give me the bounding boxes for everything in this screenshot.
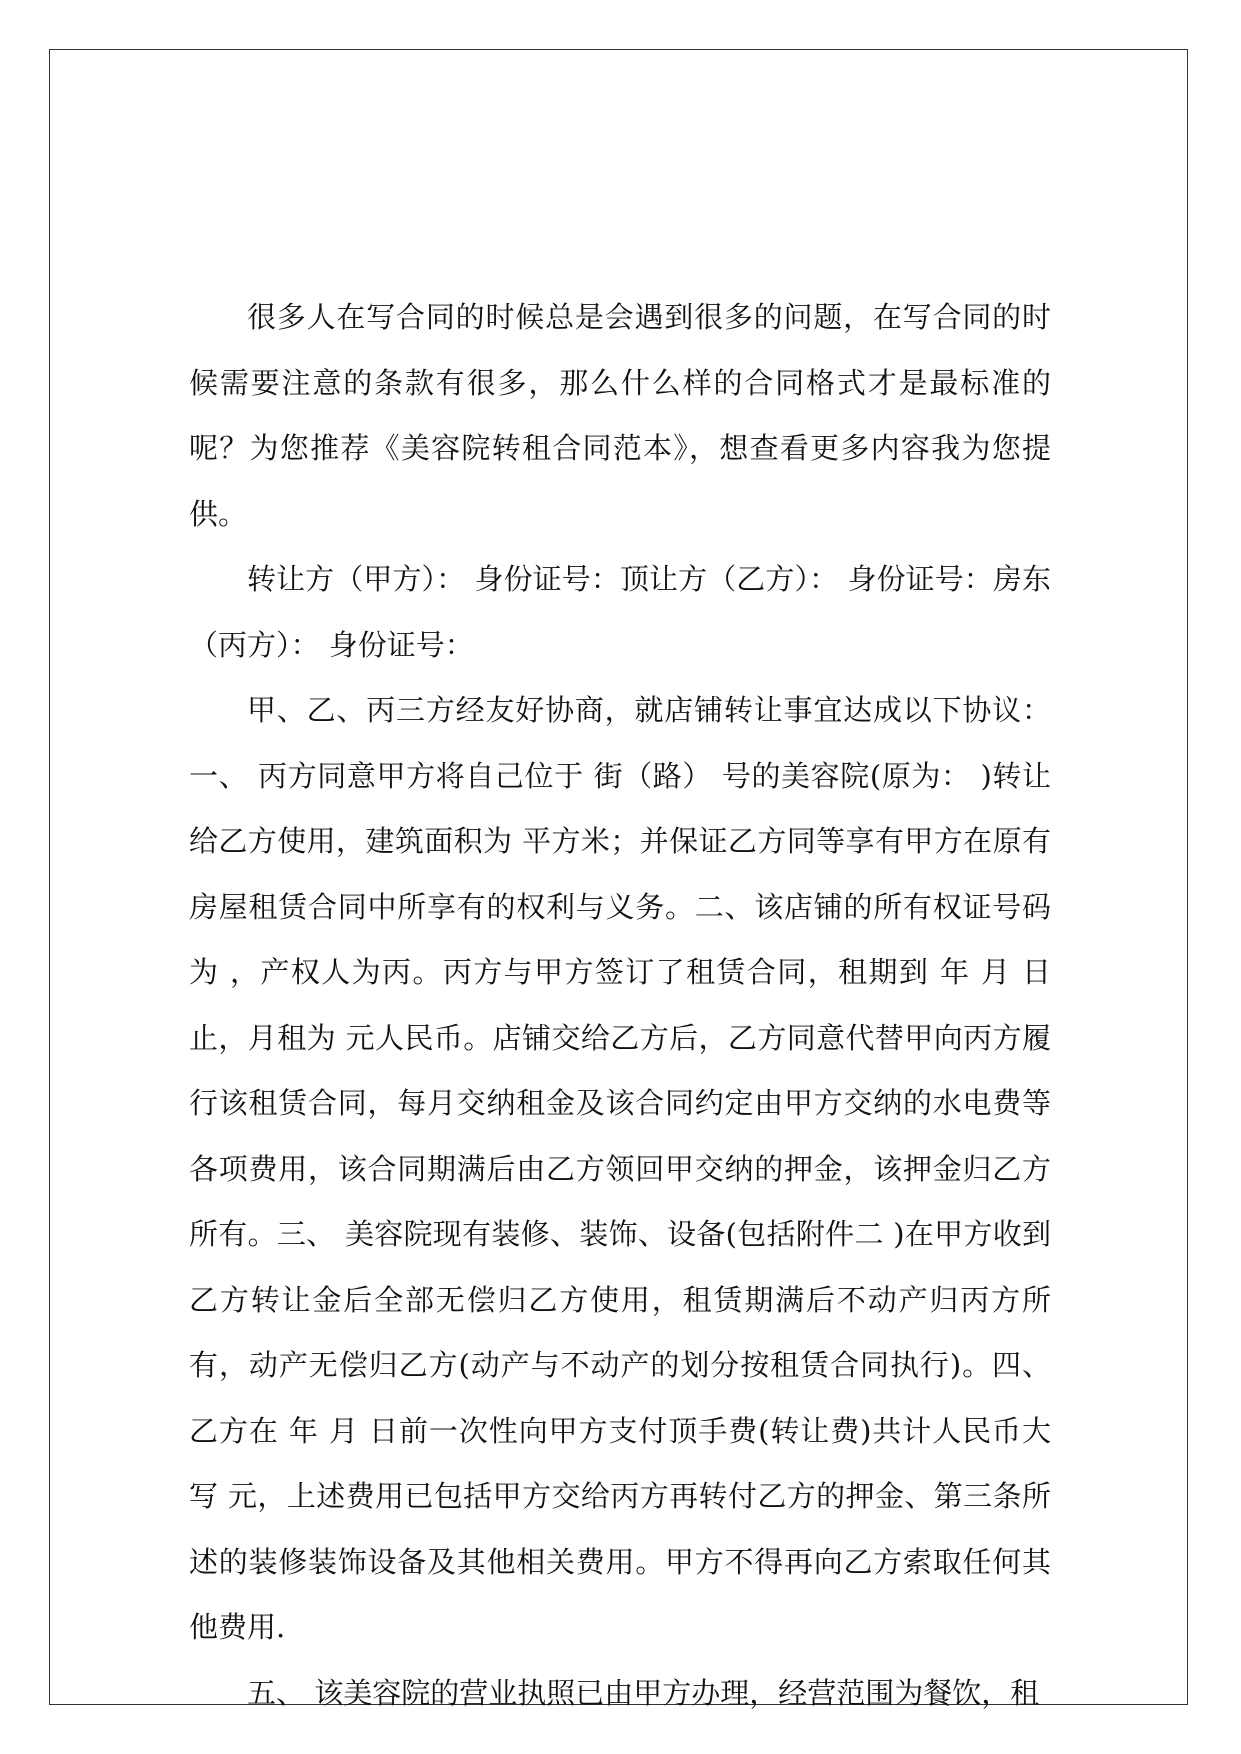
parties-paragraph: 转让方（甲方）： 身份证号：顶让方（乙方）： 身份证号：房东（丙方）： 身份证号： [189,562,1051,662]
clause-five-paragraph: 五、 该美容院的营业执照已由甲方办理，经营范围为餐饮，租 [247,1675,1040,1710]
document-body [189,285,1051,1726]
agreement-terms-paragraph: 甲、乙、丙三方经友好协商，就店铺转让事宜达成以下协议：一、 丙方同意甲方将自己位于 街（路） 号的美容院(原为： )转让给乙方使用，建筑面积为 平方米；并保证乙方同等享有甲方在原有房屋租赁合同中所享有的权利与义务。二、该店铺的所有权证号码为 ，产权人为丙。丙方与甲方签订了租赁合同，租期到 年 月 日止，月租为 元人民币。店铺交给乙方后，乙方同意代替甲向丙方履行该租赁合同，每月交纳租金及该合同约定由甲方交纳的水电费等各项费用，该合同期满后由乙方领回甲交纳的押金，该押金归乙方所有。三、 美容院现有装修、装饰、设备(包括附件二 )在甲方收到乙方转让金后全部无偿归乙方使用，租赁期满后不动产归丙方所有，动产无偿归乙方(动产与不动产的划分按租赁合同执行)。四、 乙方在 年 月 日前一次性向甲方支付顶手费(转让费)共计人民币大写 元，上述费用已包括甲方交给丙方再转付乙方的押金、第三条所述的装修装饰设备及其他相关费用。甲方不得再向乙方索取任何其他费用. [189,693,1051,1644]
intro-paragraph: 很多人在写合同的时候总是会遇到很多的问题，在写合同的时候需要注意的条款有很多，那么什么样的合同格式才是最标准的呢？为您推荐《美容院转租合同范本》，想查看更多内容我为您提供。 [189,300,1051,531]
